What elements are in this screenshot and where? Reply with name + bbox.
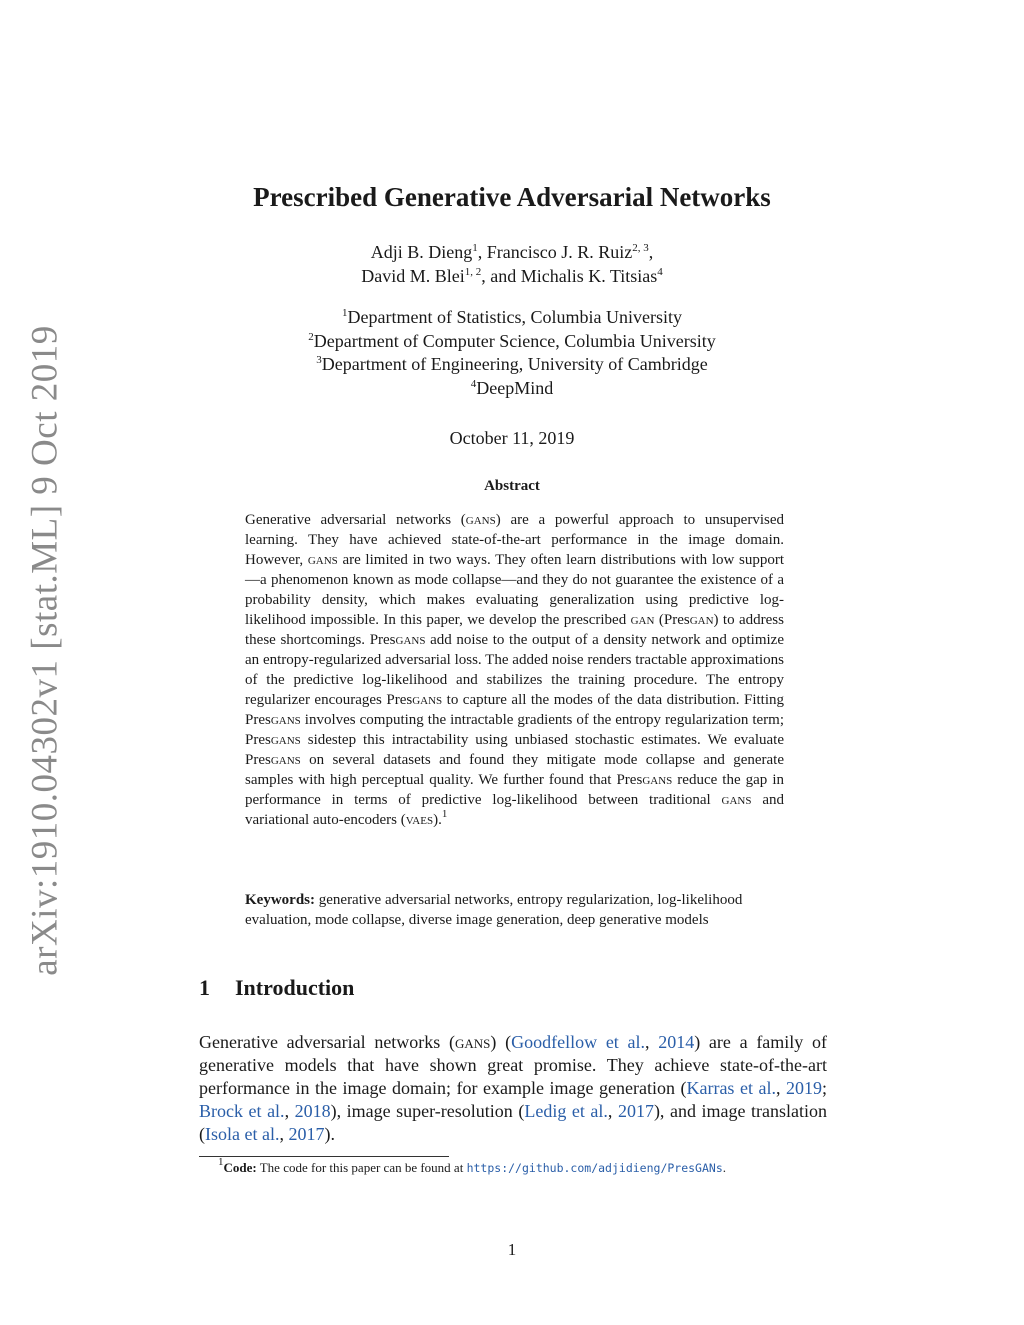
citation-link[interactable]: Brock et al.	[199, 1101, 285, 1121]
body-text: ), image super-resolution (	[330, 1101, 525, 1121]
citation-link[interactable]: Goodfellow et al.	[511, 1032, 646, 1052]
author-sup: 1	[472, 242, 478, 254]
body-text: ), and image translation (	[199, 1101, 828, 1144]
footnote	[218, 1156, 727, 1177]
author-list	[0, 240, 1024, 288]
acronym: gans	[721, 792, 752, 808]
citation-year-link[interactable]: 2014	[658, 1032, 695, 1052]
paper-title: Prescribed Generative Adversarial Networks	[253, 182, 771, 212]
keywords	[245, 890, 805, 930]
affiliation-text: Department of Engineering, University of Cambridge	[321, 354, 708, 374]
author-sup: 4	[657, 266, 663, 278]
author-name: David M. Blei	[361, 266, 465, 286]
keywords-text: generative adversarial networks, entropy regularization, log-likelihood evaluation, mode collapse, diverse image generation, deep generative models	[245, 892, 743, 928]
abstract-text: involves computing the intractable gradients of the entropy regularization term; Pres	[245, 712, 784, 748]
abstract-body	[245, 510, 784, 830]
acronym: vaes	[405, 812, 434, 828]
acronym: gans	[465, 512, 496, 528]
footnote-text: The code for this paper can be found at	[256, 1160, 467, 1175]
abstract-text: ) are a powerful approach to unsupervised learning. They have achieved state-of-the-art performance in the image domain. However,	[245, 512, 784, 568]
affiliation-text: DeepMind	[476, 377, 554, 398]
author-sep: ,	[648, 242, 654, 262]
body-text: ,	[279, 1124, 289, 1144]
section-number: 1	[199, 975, 210, 1000]
abstract-text: sidestep this intractability using unbiased stochastic estimates. We evaluate Pres	[245, 732, 784, 768]
abstract-text: Generative adversarial networks (	[245, 512, 466, 528]
abstract-text: ) to address these shortcomings. Pres	[245, 612, 784, 648]
acronym: gan	[630, 612, 655, 628]
abstract-heading: Abstract	[484, 478, 540, 494]
author-sup: 2, 3	[632, 242, 649, 254]
section-heading	[199, 975, 354, 1001]
affiliation	[0, 306, 1024, 330]
body-text: ,	[607, 1101, 618, 1121]
citation-link[interactable]: Isola et al.	[205, 1124, 280, 1144]
acronym: gans	[395, 632, 426, 648]
intro-paragraph	[199, 1031, 827, 1146]
acronym: gans	[642, 772, 673, 788]
author-name: , and Michalis K. Titsias	[481, 266, 658, 286]
acronym: gans	[270, 712, 301, 728]
abstract-text: are limited in two ways. They often learn distributions with low support—a phenomenon known as mode collapse—and they do not guarantee the existence of a probability density, which makes evaluating generalization using predictive log-likelihood impossible. In this paper, we develop the prescribed	[245, 552, 785, 628]
body-text: ) (	[490, 1032, 512, 1052]
body-text: ,	[645, 1032, 659, 1052]
abstract-text: ).	[433, 812, 442, 828]
citation-year-link[interactable]: 2017	[288, 1124, 325, 1144]
affiliation-sup: 4	[470, 377, 477, 390]
body-text: Generative adversarial networks (	[199, 1032, 456, 1052]
acronym: gan	[689, 612, 714, 628]
body-text: ,	[284, 1101, 295, 1121]
acronym: gans	[455, 1032, 491, 1052]
affiliation	[0, 353, 1024, 377]
affiliation-sup: 2	[308, 330, 314, 343]
affiliation-text: Department of Computer Science, Columbia University	[313, 330, 716, 351]
citation-link[interactable]: Karras et al.	[686, 1078, 776, 1098]
acronym: gans	[270, 732, 301, 748]
acronym: gans	[307, 552, 338, 568]
affiliation	[0, 377, 1024, 401]
section-title: Introduction	[235, 975, 355, 1000]
arxiv-stamp-text: arXiv:1910.04302v1 [stat.ML] 9 Oct 2019	[24, 324, 66, 976]
abstract-text: reduce the gap in performance in terms of predictive log-likelihood between traditional	[245, 772, 785, 808]
affiliation-text: Department of Statistics, Columbia University	[347, 307, 682, 327]
author-line-1	[0, 240, 1024, 264]
code-url-link[interactable]: https://github.com/adjidieng/PresGANs	[466, 1161, 723, 1175]
author-line-2	[0, 264, 1024, 288]
abstract-text: (Pres	[654, 612, 690, 628]
citation-year-link[interactable]: 2018	[294, 1101, 331, 1121]
body-text: ;	[822, 1078, 828, 1098]
footnote-marker: 1	[218, 1156, 224, 1168]
affiliation-sup: 3	[316, 354, 322, 366]
abstract-text: add noise to the output of a density network and optimize an entropy-regularized adversarial loss. The added noise renders tractable approximations of the predictive log-likelihood and stabilizes the training procedure. The entropy regularizer encourages Pres	[245, 632, 784, 708]
citation-year-link[interactable]: 2019	[786, 1078, 822, 1098]
page-number: 1	[507, 1240, 517, 1259]
abstract-text: on several datasets and found they mitigate mode collapse and generate samples with high perceptual quality. We further found that Pres	[245, 752, 784, 788]
affiliation	[0, 330, 1024, 354]
affiliation-list	[0, 306, 1024, 400]
citation-link[interactable]: Ledig et al.	[524, 1101, 608, 1121]
footnote-divider	[199, 1156, 449, 1157]
body-text: ) are a family of generative models that have shown great promise. They achieve state-of-the-art performance in the image domain; for example image generation (	[199, 1032, 828, 1098]
citation-year-link[interactable]: 2017	[617, 1101, 654, 1121]
footnote-end: .	[722, 1160, 727, 1175]
body-text: ).	[324, 1124, 335, 1144]
author-name: Adji B. Dieng	[370, 242, 473, 262]
footnote-marker[interactable]: 1	[441, 808, 448, 820]
author-name: , Francisco J. R. Ruiz	[477, 242, 633, 262]
abstract-text: to capture all the modes of the data distribution. Fitting Pres	[245, 692, 784, 728]
abstract-text: and variational auto-encoders (	[245, 792, 784, 828]
footnote-label: Code:	[223, 1160, 257, 1175]
affiliation-sup: 1	[342, 307, 348, 319]
paper-date: October 11, 2019	[449, 428, 575, 448]
author-sup: 1, 2	[464, 266, 482, 278]
keywords-label: Keywords:	[245, 892, 315, 908]
acronym: gans	[270, 752, 301, 768]
acronym: gans	[412, 692, 443, 708]
body-text: ,	[775, 1078, 786, 1098]
